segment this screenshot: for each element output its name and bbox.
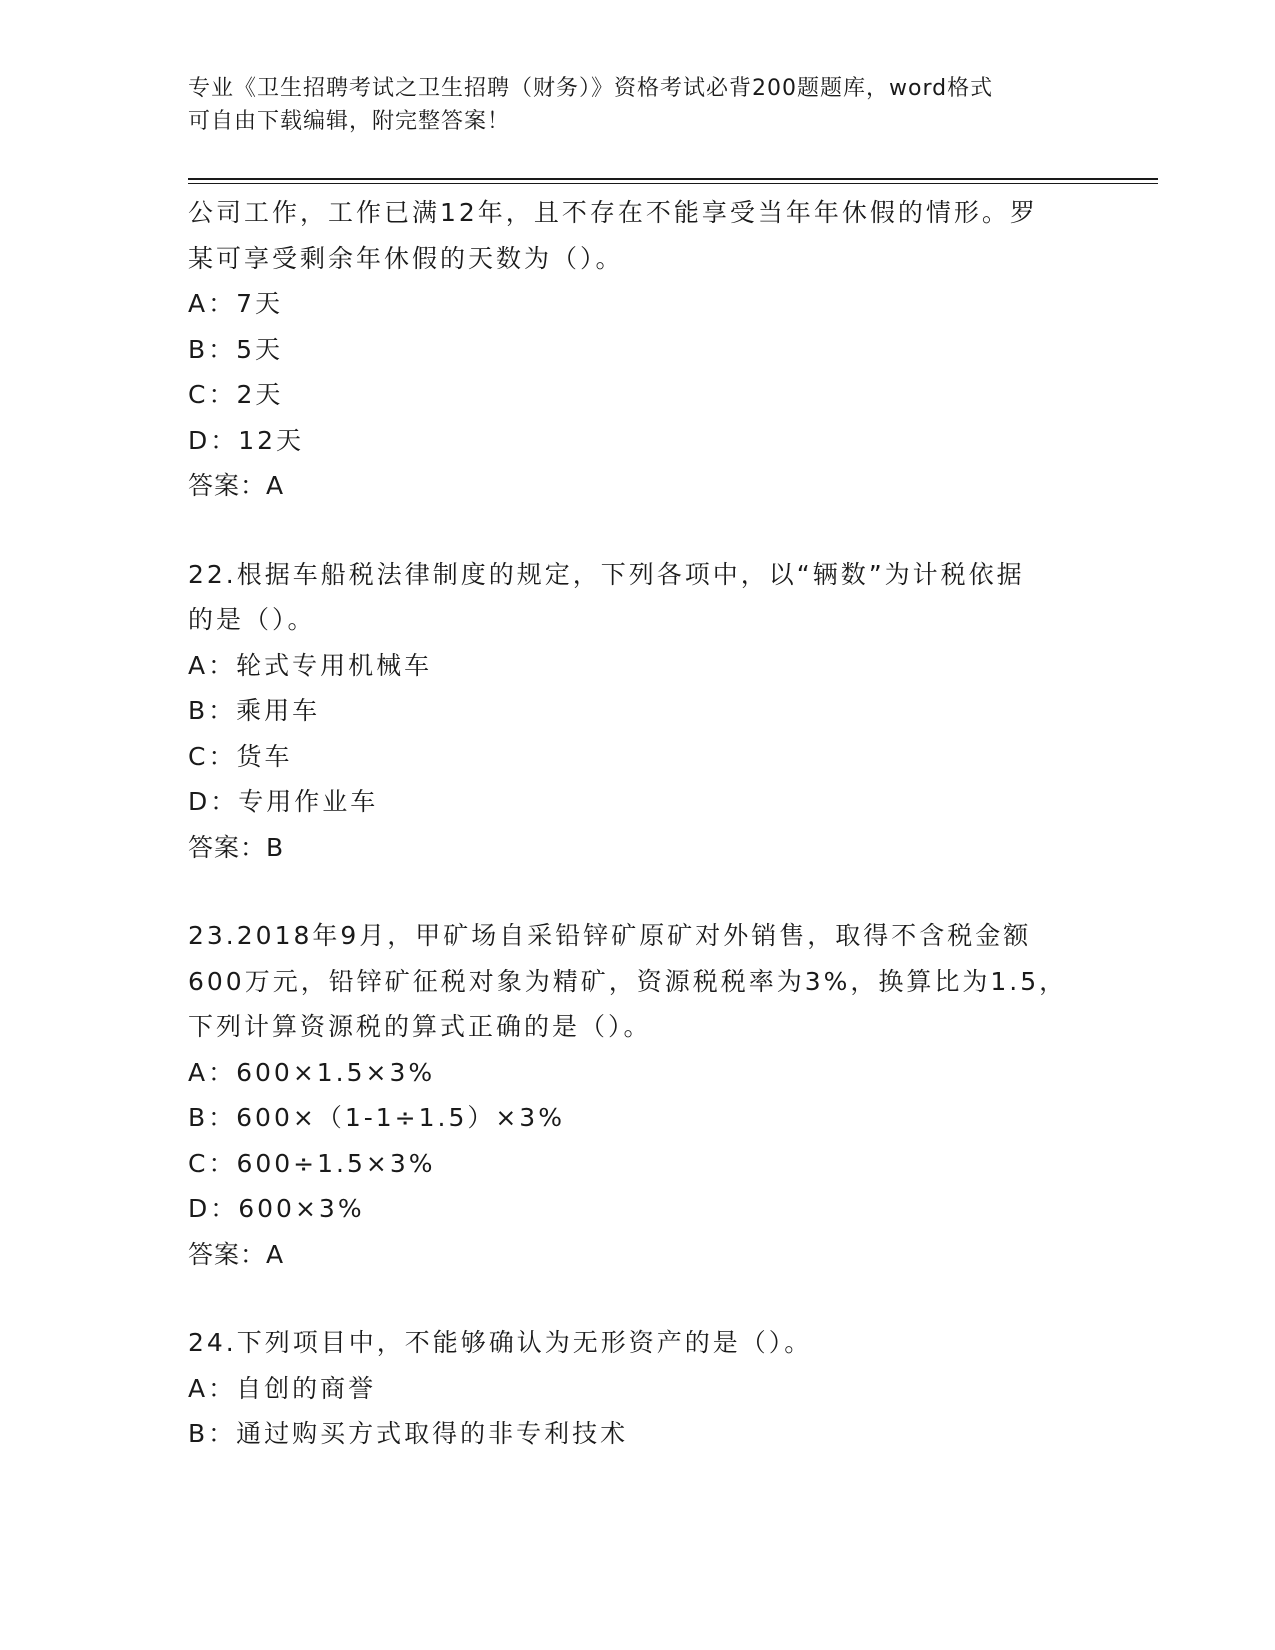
option-a: A：自创的商誉 — [188, 1373, 377, 1403]
document-header — [188, 72, 1078, 138]
question-spacer — [188, 1277, 1088, 1320]
option-c: C：2天 — [188, 380, 284, 409]
answer-line: 答案：B — [188, 832, 285, 862]
answer-line: 答案：A — [188, 471, 285, 500]
answer-line: 答案：A — [188, 1239, 285, 1269]
option-a: A：轮式专用机械车 — [188, 650, 433, 680]
question-stem-line: 24.下列项目中，不能够确认为无形资产的是（）。 — [188, 1328, 813, 1357]
question-21 — [188, 190, 1088, 509]
question-stem-line: 下列计算资源税的算式正确的是（）。 — [188, 1012, 652, 1041]
question-spacer — [188, 509, 1088, 552]
question-24 — [188, 1320, 1088, 1457]
header-divider-thick — [188, 178, 1158, 180]
option-d: D：12天 — [188, 425, 305, 455]
question-stem-line: 的是（）。 — [188, 605, 316, 634]
option-c: C：货车 — [188, 741, 293, 771]
question-stem-line: 22.根据车船税法律制度的规定，下列各项中，以“辆数”为计税依据 — [188, 559, 1025, 589]
option-b: B：乘用车 — [188, 696, 321, 725]
question-content — [188, 190, 1088, 1457]
header-line-1: 专业《卫生招聘考试之卫生招聘（财务）》资格考试必背200题题库，word格式 — [188, 76, 994, 101]
option-c: C：600÷1.5×3% — [188, 1148, 436, 1178]
header-divider-thin — [188, 183, 1158, 184]
question-stem-line: 某可享受剩余年休假的天数为（）。 — [188, 243, 624, 273]
option-a: A：600×1.5×3% — [188, 1057, 436, 1087]
question-22 — [188, 552, 1088, 871]
question-spacer — [188, 870, 1088, 913]
option-d: D：600×3% — [188, 1194, 365, 1223]
question-stem-line: 公司工作，工作已满12年，且不存在不能享受当年年休假的情形。罗 — [188, 198, 1038, 227]
option-b: B：600×（1-1÷1.5）×3% — [188, 1103, 565, 1132]
option-d: D：专用作业车 — [188, 787, 379, 816]
option-b: B：通过购买方式取得的非专利技术 — [188, 1419, 629, 1448]
header-line-2: 可自由下载编辑，附完整答案！ — [188, 109, 511, 134]
question-stem-line: 600万元，铅锌矿征税对象为精矿，资源税税率为3%，换算比为1.5， — [188, 966, 1068, 996]
option-a: A：7天 — [188, 289, 284, 318]
question-stem-line: 23.2018年9月，甲矿场自采铅锌矿原矿对外销售，取得不含税金额 — [188, 921, 1032, 950]
question-23 — [188, 913, 1088, 1277]
option-b: B：5天 — [188, 334, 284, 364]
